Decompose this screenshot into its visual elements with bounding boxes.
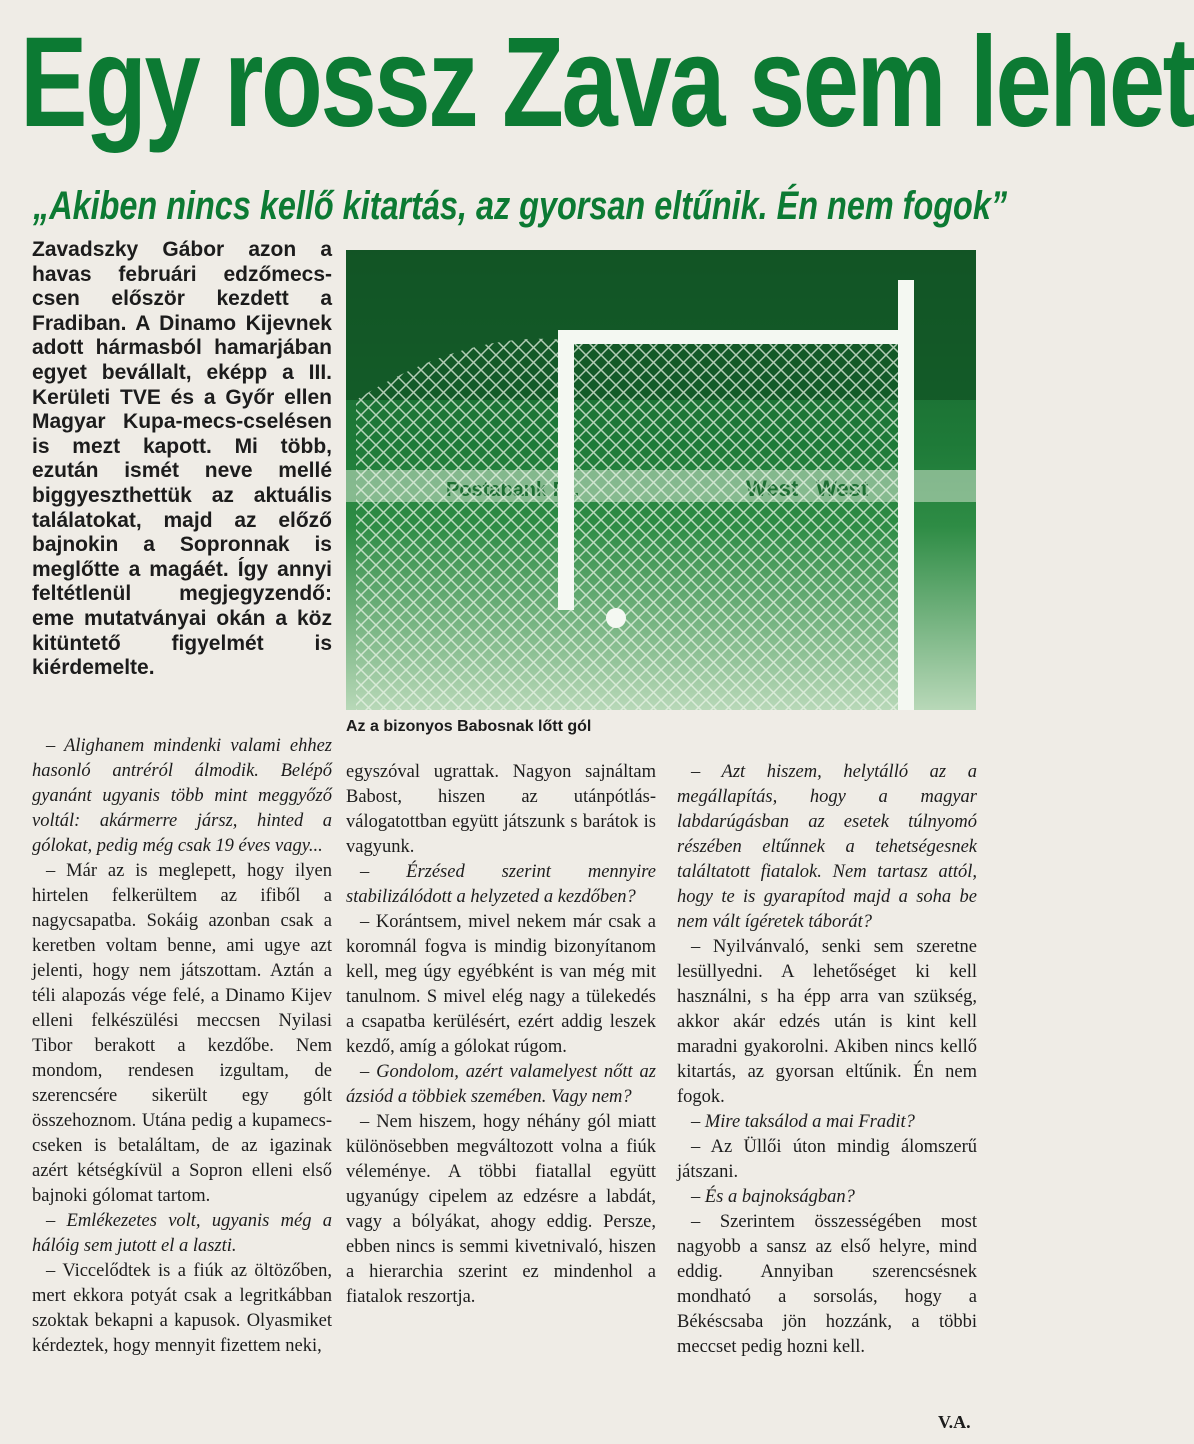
photo-caption: Az a bizonyos Babosnak lőtt gól bbox=[346, 718, 592, 735]
interview-question: – Alighanem mindenki valami ehhez hasonló antréról álmodik. Belépő gyanánt ugyanis több mint meggyőző voltál: akármerre jársz, hinted a gólokat, pedig még csak 19 éves vagy... bbox=[32, 736, 332, 856]
interview-answer: egyszóval ugrattak. Nagyon sajnáltam Babost, hiszen az utánpótlás-válogatottban együtt játszunk s barátok is vagyunk. bbox=[346, 762, 656, 857]
lead-paragraph: Zavadszky Gábor azon a havas februári edzőmecs-csen először kezdett a Fradiban. A Dinamo Kijevnek adott hármasból hamarjában egyet bevállalt, eképp a III. Kerületi TVE és a Győr ellen Magyar Kupa-mecs-cselésen is mezt kapott. Mi több, ezután ismét neve mellé biggyeszthettük az aktuális találatokat, majd az előző bajnokin a Sopronnak is meglőtte a magáét. Így annyi feltétlenül megjegyzendő: eme mutatványai okán a köz kitüntető figyelmét is kiérdemelte. bbox=[32, 238, 332, 680]
ball bbox=[606, 608, 626, 628]
interview-answer: – Viccelődtek is a fiúk az öltözőben, mert ekkora potyát csak a legritkábban szoktak bekapni a kapusok. Olyasmiket kérdeztek, hogy mennyit fizettem neki, bbox=[32, 1261, 332, 1356]
interview-answer: – Nyilvánvaló, senki sem szeretne lesüllyedni. A lehetőséget ki kell használni, s ha épp arra van szükség, akkor akár edzés után is kint kell maradni gyakorolni. Akiben nincs kellő kitartás, az gyorsan eltűnik. Én nem fogok. bbox=[677, 937, 977, 1107]
crossbar bbox=[558, 330, 908, 344]
interview-question: – Emlékezetes volt, ugyanis még a hálóig sem jutott el a laszti. bbox=[32, 1211, 332, 1256]
goal-post bbox=[898, 280, 914, 710]
interview-answer: – Az Üllői úton mindig álomszerű játszani. bbox=[677, 1137, 977, 1182]
interview-question: – Mire taksálod a mai Fradit? bbox=[691, 1112, 915, 1132]
interview-question: – Érzésed szerint mennyire stabilizálódott a helyzeted a kezdőben? bbox=[346, 862, 656, 907]
headline: Egy rossz Zava sem lehet bbox=[20, 11, 1194, 154]
text-column-1 bbox=[32, 734, 332, 1359]
interview-answer: – Nem hiszem, hogy néhány gól miatt különösebben megváltozott volna a fiúk véleménye. A többi fiatallal együtt ugyanúgy cipelem az edzésre a labdát, vagy a bólyákat, ahogy eddig. Persze, ebben nincs is semmi kivetnivaló, hiszen a hierarchia szerint ez mindenhol a fiatalok reszortja. bbox=[346, 1112, 656, 1307]
interview-question: – És a bajnokságban? bbox=[691, 1187, 855, 1207]
text-column-2 bbox=[346, 760, 656, 1310]
subheadline: „Akiben nincs kellő kitartás, az gyorsan eltűnik. Én nem fogok” bbox=[33, 184, 1008, 228]
interview-answer: – Már az is meglepett, hogy ilyen hirtelen felkerültem az ifiből a nagycsapatba. Sokáig azonban csak a keretben voltam benne, ami ugye azt jelenti, hogy nem játszottam. Aztán a téli alapozás vége felé, a Dinamo Kijev elleni felkészülési meccsen Nyilasi Tibor berakott a kezdőbe. Nem mondom, rendesen izgultam, de szerencsére sikerült egy gólt összehoznom. Utána pedig a kupamecs-cseken is betaláltam, de az igazinak azért kétségkívül a Sopron elleni első bajnoki gólomat tartom. bbox=[32, 861, 332, 1206]
interview-answer: – Szerintem összességében most nagyobb a sansz az első helyre, mind eddig. Annyiban szerencsésnek mondható a sorsolás, hogy a Békéscsaba jön hozzánk, a többi meccset pedig hozni kell. bbox=[677, 1212, 977, 1357]
interview-question: – Gondolom, azért valamelyest nőtt az ázsiód a többiek szemében. Vagy nem? bbox=[346, 1062, 656, 1107]
goal-post bbox=[558, 330, 574, 610]
text-column-3 bbox=[677, 760, 977, 1360]
goal-net-image bbox=[346, 250, 976, 710]
interview-answer: – Korántsem, mivel nekem már csak a koromnál fogva is mindig bizonyítanom kell, meg úgy egyébként is van még mit tanulnom. S mivel elég nagy a tülekedés a csapatba kerülésért, ezért addig leszek kezdő, amíg a gólokat rúgom. bbox=[346, 912, 656, 1057]
interview-question: – Azt hiszem, helytálló az a megállapítás, hogy a magyar labdarúgásban az esetek túlnyomó részében eltűnnek a tehetségesnek találtatott fiatalok. Nem tartasz attól, hogy te is gyarapítod majd a soha be nem vált ígéretek táborát? bbox=[677, 762, 977, 932]
goal-photo bbox=[346, 250, 976, 710]
author-signature: V.A. bbox=[938, 1412, 971, 1432]
